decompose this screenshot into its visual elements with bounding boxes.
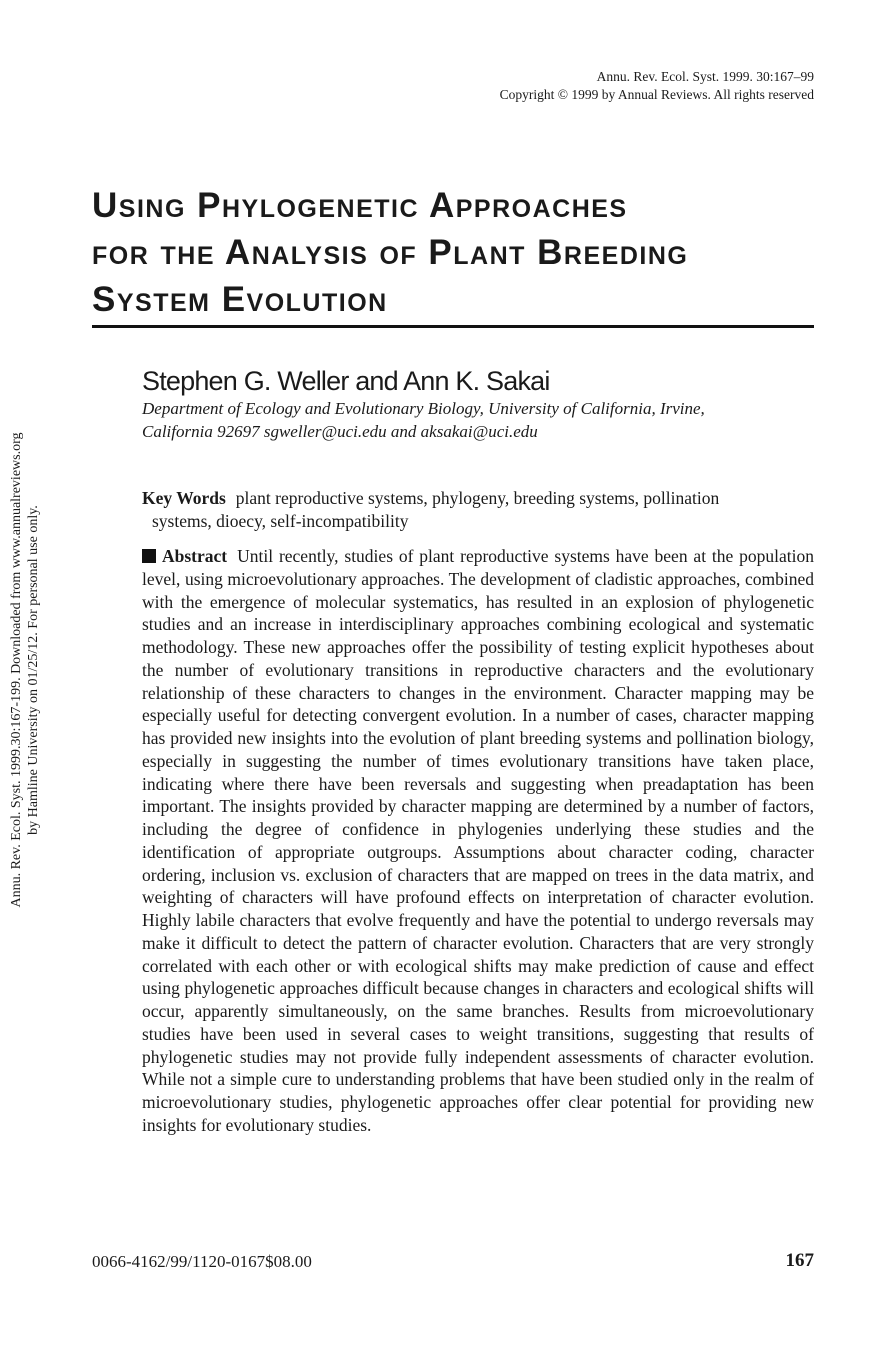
bullet-square-icon	[142, 549, 156, 563]
article-code: 0066-4162/99/1120-0167$08.00	[92, 1252, 312, 1271]
keywords-line-2: systems, dioecy, self-incompatibility	[152, 511, 409, 531]
abstract-text: Until recently, studies of plant reproductive systems have been at the population level, using microevolutionary approaches. The development of cladistic approaches, combined with the emergence of molecular systematics, has resulted in an explosion of phylogenetic studies and an increase in interdisciplinary approaches combining ecological and systematic methodology. These new approaches offer the possibility of testing explicit hypotheses about the number of evolutionary transitions in reproductive characters and the evolutionary relationship of these characters to changes in the environment. Character mapping may be especially useful for detecting convergent evolution. In a number of cases, character mapping has provided new insights into the evolution of plant breeding systems and pollination biology, especially in suggesting the number of times evolutionary transitions have taken place, indicating where there have been reversals and suggesting when preadaptation has been important. The insights provided by character mapping are determined by a number of factors, including the degree of confidence in phylogenies underlying these studies and the identification of appropriate outgroups. Assumptions about character coding, character ordering, inclusion vs. exclusion of characters that are mapped on trees in the data matrix, and weighting of characters will have profound effects on interpretation of character evolution. Highly labile characters that evolve frequently and have the potential to undergo reversals may make it difficult to detect the pattern of character evolution. Characters that are very strongly correlated with each other or with ecological shifts may make prediction of cause and effect using phylogenetic approaches difficult because changes in characters and ecological shifts will occur, apparently simultaneously, on the same branches. Results from microevolutionary studies have been used in several cases to weight transitions, suggesting that results of phylogenetic studies may not provide fully independent assessments of character evolution. While not a simple cure to understanding problems that have been studied only in the realm of microevolutionary studies, phylogenetic approaches offer clear potential for providing new insights for evolutionary studies.	[142, 546, 814, 1135]
page-number: 167	[785, 1250, 814, 1271]
abstract-label: Abstract	[162, 546, 228, 566]
sidenote-line-1: Annu. Rev. Ecol. Syst. 1999.30:167-199. Downloaded from www.annualreviews.org	[9, 432, 24, 908]
affiliation-line-1: Department of Ecology and Evolutionary Biology, University of California, Irvine,	[142, 399, 705, 418]
keywords-label: Key Words	[142, 488, 226, 508]
title-line-2: for the Analysis of Plant Breeding	[92, 233, 689, 272]
affiliation-line-2: California 92697 sgweller@uci.edu and aksakai@uci.edu	[142, 422, 538, 441]
citation-line: Annu. Rev. Ecol. Syst. 1999. 30:167–99	[596, 69, 814, 84]
copyright-line: Copyright © 1999 by Annual Reviews. All rights reserved	[499, 87, 814, 102]
sidenote-line-2: by Hamline University on 01/25/12. For personal use only.	[26, 505, 41, 835]
abstract	[142, 545, 814, 1137]
title-line-1: Using Phylogenetic Approaches	[92, 186, 628, 225]
title-divider	[92, 325, 814, 328]
authors: Stephen G. Weller and Ann K. Sakai	[142, 366, 550, 396]
keywords-line-1: plant reproductive systems, phylogeny, breeding systems, pollination	[235, 488, 720, 508]
journal-header	[500, 68, 814, 104]
keywords	[142, 487, 814, 533]
title-line-3: System Evolution	[92, 280, 388, 319]
article-title	[92, 182, 814, 323]
affiliation	[142, 397, 814, 443]
